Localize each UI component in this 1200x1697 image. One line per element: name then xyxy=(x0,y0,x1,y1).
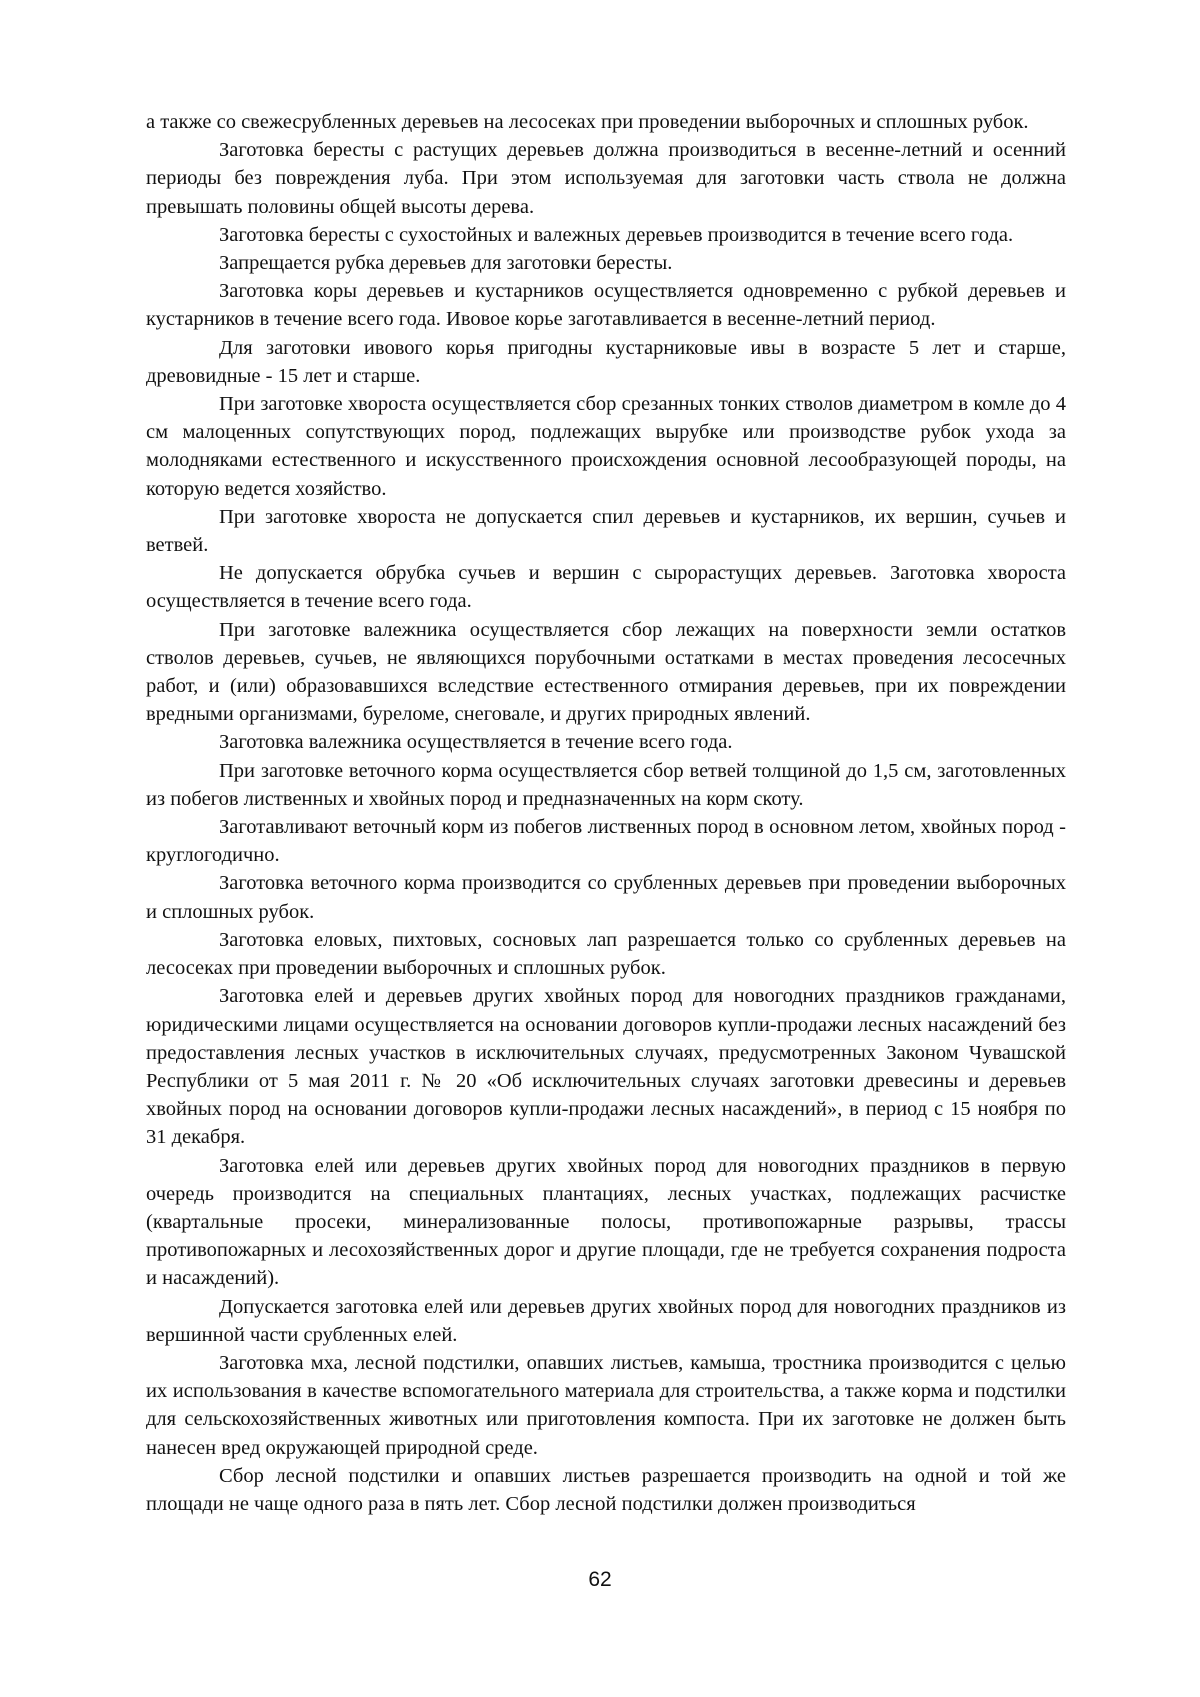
paragraph-christmas-trees-priority: Заготовка елей или деревьев других хвойных пород для новогодних праздников в первую очередь производится на специальных плантациях, лесных участках, подлежащих расчистке (квартальные просеки, минерализованные полосы, противопожарные разрывы, трассы противопожарных и лесохозяйственных дорог и другие площади, где не требуется сохранения подроста и насаждений). xyxy=(146,1154,1066,1290)
page-number: 62 xyxy=(588,1568,612,1591)
paragraph-deadwood-season: Заготовка валежника осуществляется в течение всего года. xyxy=(219,731,733,754)
document-body xyxy=(146,108,1066,1518)
paragraph-twig-fodder-season: Заготавливают веточный корм из побегов лиственных пород в основном летом, хвойных пород - круглогодично. xyxy=(146,816,1066,867)
paragraph-brushwood-season: Не допускается обрубка сучьев и вершин с сырорастущих деревьев. Заготовка хвороста осуществляется в течение всего года. xyxy=(146,562,1066,613)
paragraph-birch-bark-living-trees: Заготовка бересты с растущих деревьев должна производиться в весенне-летний и осенний периоды без повреждения луба. При этом используемая для заготовки часть ствола не должна превышать половины общей высоты дерева. xyxy=(146,139,1066,218)
paragraph-brushwood-collection: При заготовке хвороста осуществляется сбор срезанных тонких стволов диаметром в комле до 4 см малоценных сопутствующих пород, подлежащих вырубке или производстве рубок ухода за молодняками естественного и искусственного происхождения основной лесообразующей породы, на которую ведется хозяйство. xyxy=(146,393,1066,500)
paragraph-christmas-trees-law: Заготовка елей и деревьев других хвойных пород для новогодних праздников гражданами, юридическими лицами осуществляется на основании договоров купли-продажи лесных насаждений без предоставления лесных участков в исключительных случаях, предусмотренных Законом Чувашской Республики от 5 мая 2011 г. № 20 «Об исключительных случаях заготовки древесины и деревьев хвойных пород на основании договоров купли-продажи лесных насаждений», в период с 15 ноября по 31 декабря. xyxy=(146,985,1066,1149)
paragraph-birch-bark-felling-ban: Запрещается рубка деревьев для заготовки бересты. xyxy=(219,252,673,275)
paragraph-twig-fodder: При заготовке веточного корма осуществляется сбор ветвей толщиной до 1,5 см, заготовленных из побегов лиственных и хвойных пород и предназначенных на корм скоту. xyxy=(146,759,1066,810)
paragraph-birch-bark-dead-trees: Заготовка бересты с сухостойных и валежных деревьев производится в течение всего года. xyxy=(219,223,1014,246)
paragraph-willow-bark: Для заготовки ивового корья пригодны кустарниковые ивы в возрасте 5 лет и старше, древовидные - 15 лет и старше. xyxy=(146,336,1066,387)
paragraph-deadwood-collection: При заготовке валежника осуществляется сбор лежащих на поверхности земли остатков стволов деревьев, сучьев, не являющихся порубочными остатками в местах проведения лесосечных работ, и (или) образовавшихся вследствие естественного отмирания деревьев, при их повреждении вредными организмами, буреломе, снеговале, и других природных явлений. xyxy=(146,618,1066,726)
paragraph-moss-litter: Заготовка мха, лесной подстилки, опавших листьев, камыша, тростника производится с целью их использования в качестве вспомогательного материала для строительства, а также корма и подстилки для сельскохозяйственных животных или приготовления компоста. При их заготовке не должен быть нанесен вред окружающей природной среде. xyxy=(146,1351,1066,1459)
paragraph-bark-harvesting: Заготовка коры деревьев и кустарников осуществляется одновременно с рубкой деревьев и кустарников в течение всего года. Ивовое корье заготавливается в весенне-летний период. xyxy=(146,280,1066,331)
paragraph-christmas-trees-tops: Допускается заготовка елей или деревьев других хвойных пород для новогодних праздников из вершинной части срубленных елей. xyxy=(146,1295,1066,1346)
paragraph-conifer-branches: Заготовка еловых, пихтовых, сосновых лап разрешается только со срубленных деревьев на лесосеках при проведении выборочных и сплошных рубок. xyxy=(146,928,1066,980)
paragraph-brushwood-restrictions: При заготовке хвороста не допускается спил деревьев и кустарников, их вершин, сучьев и ветвей. xyxy=(146,505,1066,557)
paragraph-litter-frequency: Сбор лесной подстилки и опавших листьев разрешается производить на одной и той же площади не чаще одного раза в пять лет. Сбор лесной подстилки должен производиться xyxy=(146,1464,1066,1515)
paragraph-twig-fodder-source: Заготовка веточного корма производится со срубленных деревьев при проведении выборочных и сплошных рубок. xyxy=(146,872,1066,923)
paragraph-continuation: а также со свежесрубленных деревьев на лесосеках при проведении выборочных и сплошных рубок. xyxy=(146,111,1029,133)
